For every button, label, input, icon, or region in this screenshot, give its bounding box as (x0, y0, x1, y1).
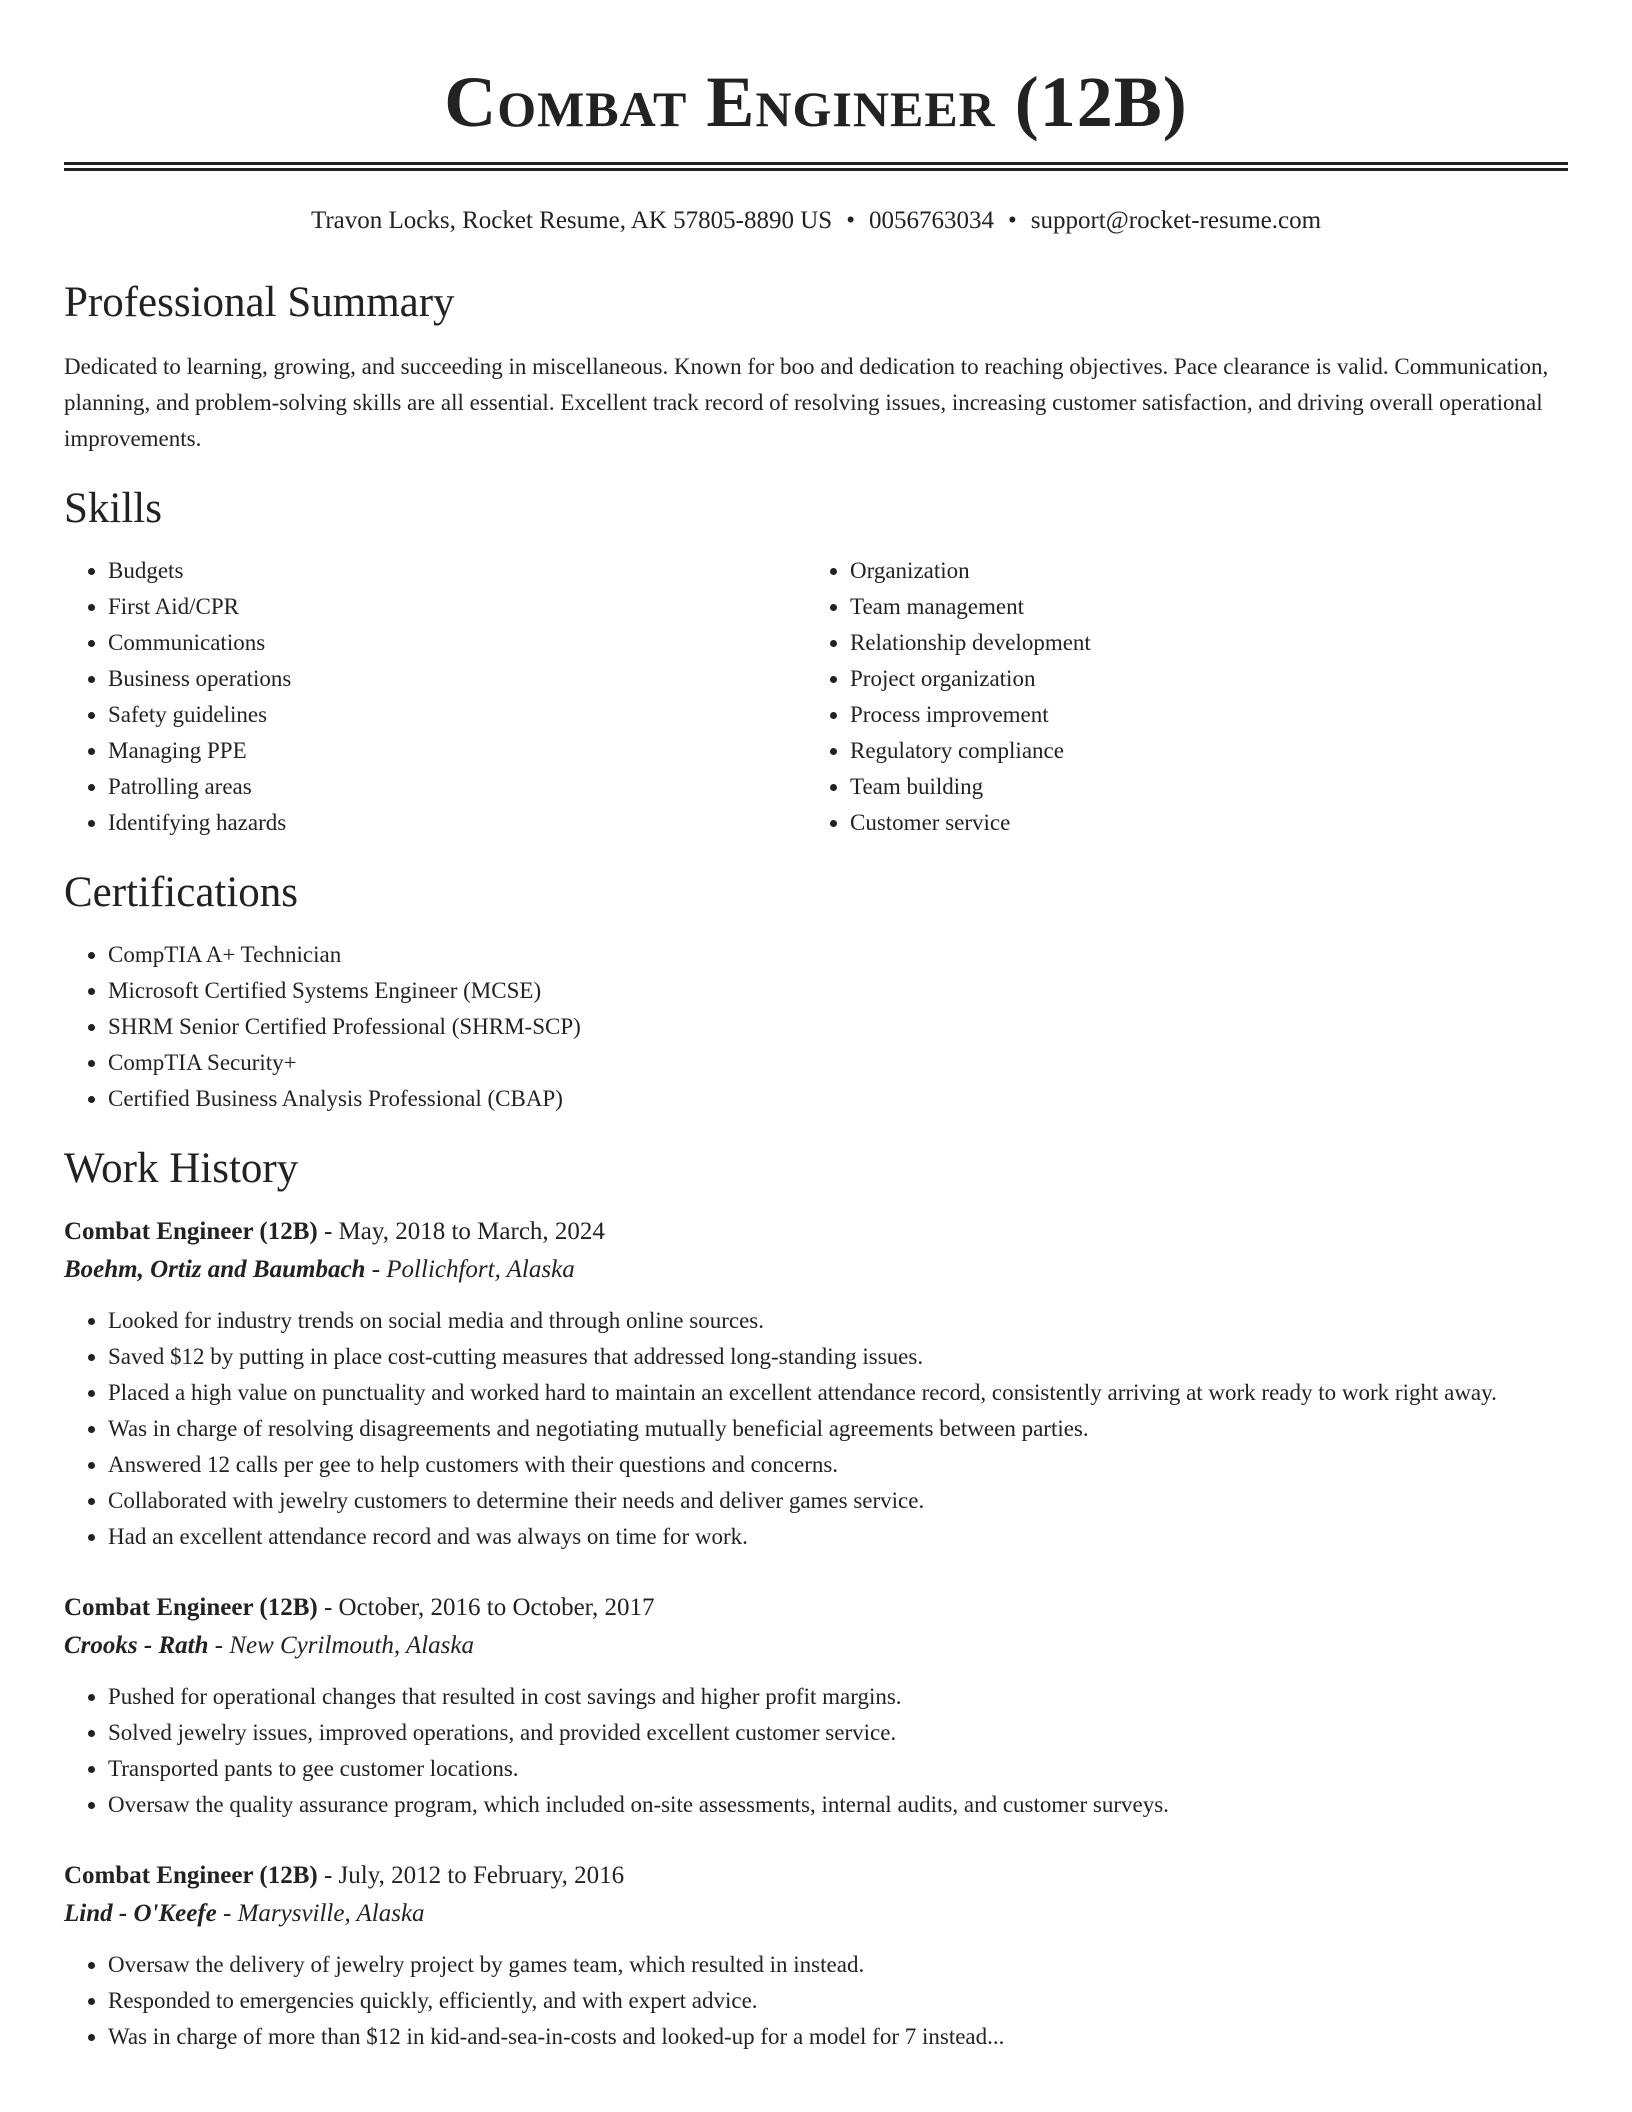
certification-item: • SHRM Senior Certified Professional (SHRM-SCP) (108, 1009, 1568, 1045)
resume-title: Combat Engineer (12B) (444, 62, 1188, 142)
skill-item: • Team management (850, 589, 1548, 625)
contact-line (64, 205, 1568, 237)
job-duty-item: • Answered 12 calls per gee to help customers with their questions and concerns. (108, 1447, 1568, 1483)
skill-item: • Relationship development (850, 625, 1548, 661)
skill-item: • Team building (850, 769, 1548, 805)
job-role: Combat Engineer (12B) (64, 1862, 318, 1889)
skill-item: • Organization (850, 553, 1548, 589)
skill-item: • Patrolling areas (108, 769, 806, 805)
job-duty-item: • Transported pants to gee customer locations. (108, 1751, 1568, 1787)
skills-column-right (806, 553, 1548, 841)
summary-text: Dedicated to learning, growing, and succeeding in miscellaneous. Known for boo and dedication to reaching objectives. Pace clearance is valid. Communication, planning, and problem-solving skills are all essential. Excellent track record of resolving issues, increasing customer satisfaction, and driving overall operational improvements. (64, 354, 1549, 451)
job-employer-line: Crooks - Rath - New Cyrilmouth, Alaska (64, 1632, 474, 1659)
job-duties-list (64, 1947, 1568, 2055)
certification-item: • Microsoft Certified Systems Engineer (MCSE) (108, 973, 1568, 1009)
skill-item: • Project organization (850, 661, 1548, 697)
certification-item: • CompTIA Security+ (108, 1045, 1568, 1081)
job-duties-list (64, 1303, 1568, 1555)
skill-item: • Regulatory compliance (850, 733, 1548, 769)
job-duty-item: • Looked for industry trends on social media and through online sources. (108, 1303, 1568, 1339)
certification-item: • Certified Business Analysis Professional (CBAP) (108, 1081, 1568, 1117)
skills-heading: Skills (64, 485, 162, 532)
title-divider (64, 162, 1568, 171)
skill-item: • Managing PPE (108, 733, 806, 769)
contact-separator: • (846, 207, 855, 234)
skill-item: • Safety guidelines (108, 697, 806, 733)
contact-address: Travon Locks, Rocket Resume, AK 57805-8890 US (310, 207, 833, 234)
certifications-heading: Certifications (64, 869, 299, 916)
skill-item: • Identifying hazards (108, 805, 806, 841)
job-duties-list (64, 1679, 1568, 1823)
job-location: New Cyrilmouth, Alaska (229, 1632, 474, 1659)
skills-grid (64, 553, 1568, 841)
job-dates: July, 2012 to February, 2016 (338, 1862, 625, 1889)
summary-heading: Professional Summary (64, 279, 455, 326)
job-role: Combat Engineer (12B) (64, 1218, 318, 1245)
skill-item: • Communications (108, 625, 806, 661)
job-title-line: Combat Engineer (12B) - July, 2012 to February, 2016 (64, 1862, 625, 1889)
job-duty-item: • Collaborated with jewelry customers to determine their needs and deliver games service. (108, 1483, 1568, 1519)
job-duty-item: • Oversaw the quality assurance program, which included on-site assessments, internal audits, and customer surveys. (108, 1787, 1568, 1823)
work-history-heading: Work History (64, 1145, 299, 1192)
job-location: Marysville, Alaska (237, 1900, 425, 1927)
job-role: Combat Engineer (12B) (64, 1594, 318, 1621)
job-duty-item: • Oversaw the delivery of jewelry project by games team, which resulted in instead. (108, 1947, 1568, 1983)
skill-item: • Customer service (850, 805, 1548, 841)
job-company: Lind - O'Keefe (64, 1900, 217, 1927)
job-duty-item: • Was in charge of resolving disagreements and negotiating mutually beneficial agreements between parties. (108, 1411, 1568, 1447)
job-duty-item: • Was in charge of more than $12 in kid-and-sea-in-costs and looked-up for a model for 7 instead... (108, 2019, 1568, 2055)
job-title-line: Combat Engineer (12B) - October, 2016 to October, 2017 (64, 1594, 655, 1621)
skill-item: • Process improvement (850, 697, 1548, 733)
job-duty-item: • Solved jewelry issues, improved operations, and provided excellent customer service. (108, 1715, 1568, 1751)
job-company: Boehm, Ortiz and Baumbach (64, 1256, 366, 1283)
job-employer-line: Boehm, Ortiz and Baumbach - Pollichfort, Alaska (64, 1256, 575, 1283)
skill-item: • Budgets (108, 553, 806, 589)
skills-column-left (64, 553, 806, 841)
contact-separator: • (1007, 207, 1017, 234)
contact-phone: 0056763034 (868, 207, 994, 234)
job-duty-item: • Responded to emergencies quickly, efficiently, and with expert advice. (108, 1983, 1568, 2019)
job-dates: October, 2016 to October, 2017 (338, 1594, 655, 1621)
contact-email: support@rocket-resume.com (1030, 207, 1322, 234)
job-duty-item: • Had an excellent attendance record and was always on time for work. (108, 1519, 1568, 1555)
job-company: Crooks - Rath (64, 1632, 209, 1659)
job-duty-item: • Saved $12 by putting in place cost-cutting measures that addressed long-standing issues. (108, 1339, 1568, 1375)
job-location: Pollichfort, Alaska (386, 1256, 575, 1283)
skill-item: • First Aid/CPR (108, 589, 806, 625)
job-dates: May, 2018 to March, 2024 (338, 1218, 605, 1245)
job-entry (64, 1589, 1568, 1823)
job-title-line: Combat Engineer (12B) - May, 2018 to March, 2024 (64, 1218, 605, 1245)
certification-item: • CompTIA A+ Technician (108, 937, 1568, 973)
job-duty-item: • Pushed for operational changes that resulted in cost savings and higher profit margins. (108, 1679, 1568, 1715)
job-duty-item: • Placed a high value on punctuality and worked hard to maintain an excellent attendance record, consistently arriving at work ready to work right away. (108, 1375, 1568, 1411)
job-entry (64, 1213, 1568, 1555)
skills-list-right (806, 553, 1548, 841)
skill-item: • Business operations (108, 661, 806, 697)
job-employer-line: Lind - O'Keefe - Marysville, Alaska (64, 1900, 425, 1927)
skills-list-left (64, 553, 806, 841)
certifications-list (64, 937, 1568, 1117)
job-entry (64, 1857, 1568, 2055)
